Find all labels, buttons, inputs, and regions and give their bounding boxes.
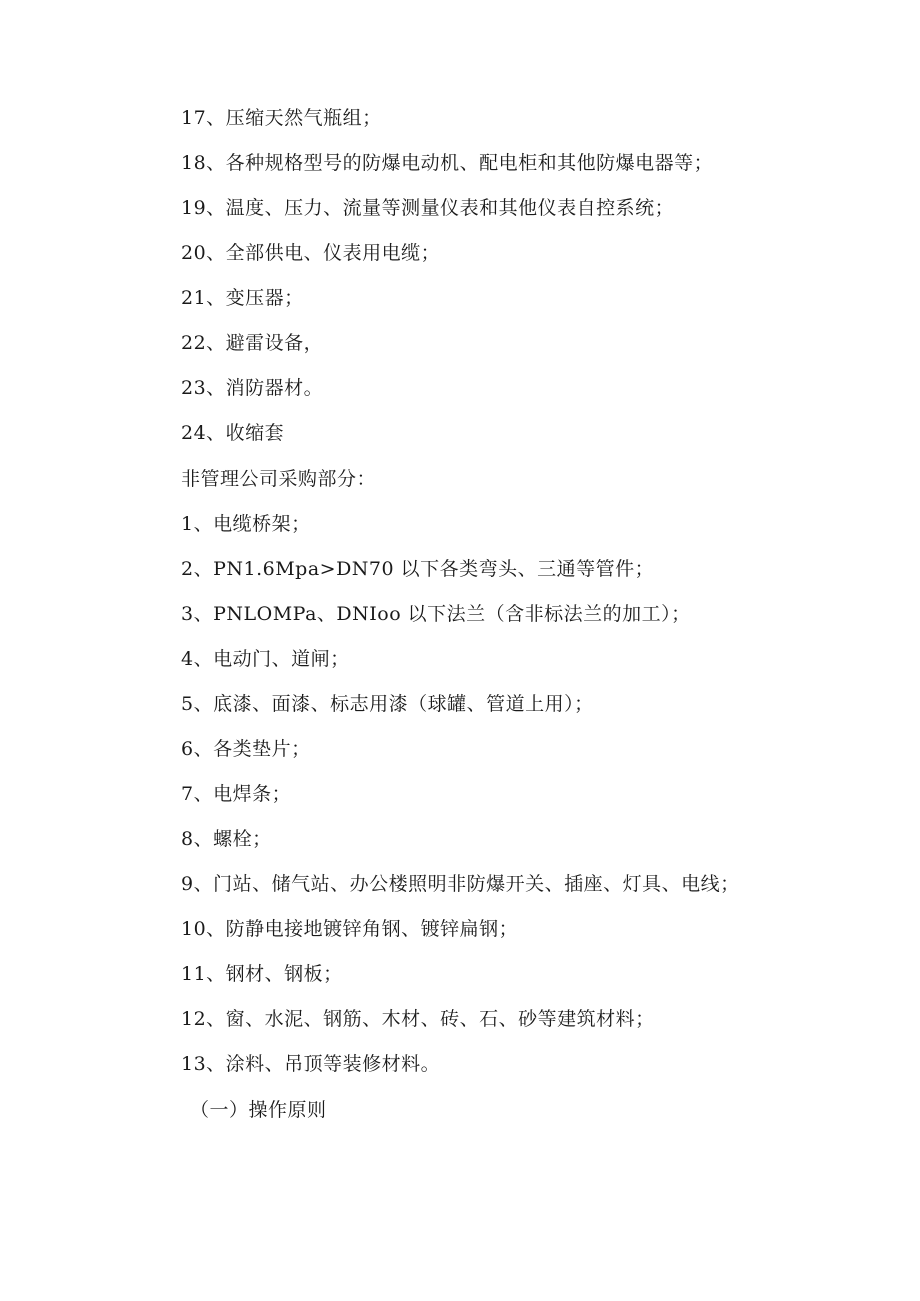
list-item: 10、防静电接地镀锌角钢、镀锌扁钢； (181, 918, 519, 940)
list-item: 5、底漆、面漆、标志用漆（球罐、管道上用）； (181, 693, 594, 715)
list-item: 11、钢材、钢板； (181, 963, 343, 985)
list-item: 20、全部供电、仪表用电缆； (181, 242, 441, 264)
list-item: 23、消防器材。 (181, 377, 324, 399)
list-item: 24、收缩套 (181, 422, 285, 444)
list-item: 9、门站、储气站、办公楼照明非防爆开关、插座、灯具、电线； (181, 873, 740, 895)
list-item: 18、各种规格型号的防爆电动机、配电柜和其他防爆电器等； (181, 152, 714, 174)
list-item: 19、温度、压力、流量等测量仪表和其他仪表自控系统； (181, 197, 675, 219)
list-item: 12、窗、水泥、钢筋、木材、砖、石、砂等建筑材料； (181, 1008, 655, 1030)
list-item: 13、涂料、吊顶等装修材料。 (181, 1053, 441, 1075)
section-title: 非管理公司采购部分： (181, 468, 377, 490)
list-item: 8、螺栓； (181, 828, 272, 850)
list-item: 3、PNLOMPa、DNIoo 以下法兰（含非标法兰的加工）； (181, 603, 691, 625)
list-item: 17、压缩天然气瓶组； (181, 107, 382, 129)
list-item: 2、PN1.6Mpa>DN70 以下各类弯头、三通等管件； (181, 558, 655, 580)
list-item: 21、变压器； (181, 287, 304, 309)
list-item: 4、电动门、道闸； (181, 648, 350, 670)
list-item: 7、电焊条； (181, 783, 292, 805)
list-item: 22、避雷设备， (181, 332, 324, 354)
subheading: （一）操作原则 (190, 1099, 327, 1121)
list-item: 1、电缆桥架； (181, 513, 311, 535)
list-item: 6、各类垫片； (181, 738, 311, 760)
